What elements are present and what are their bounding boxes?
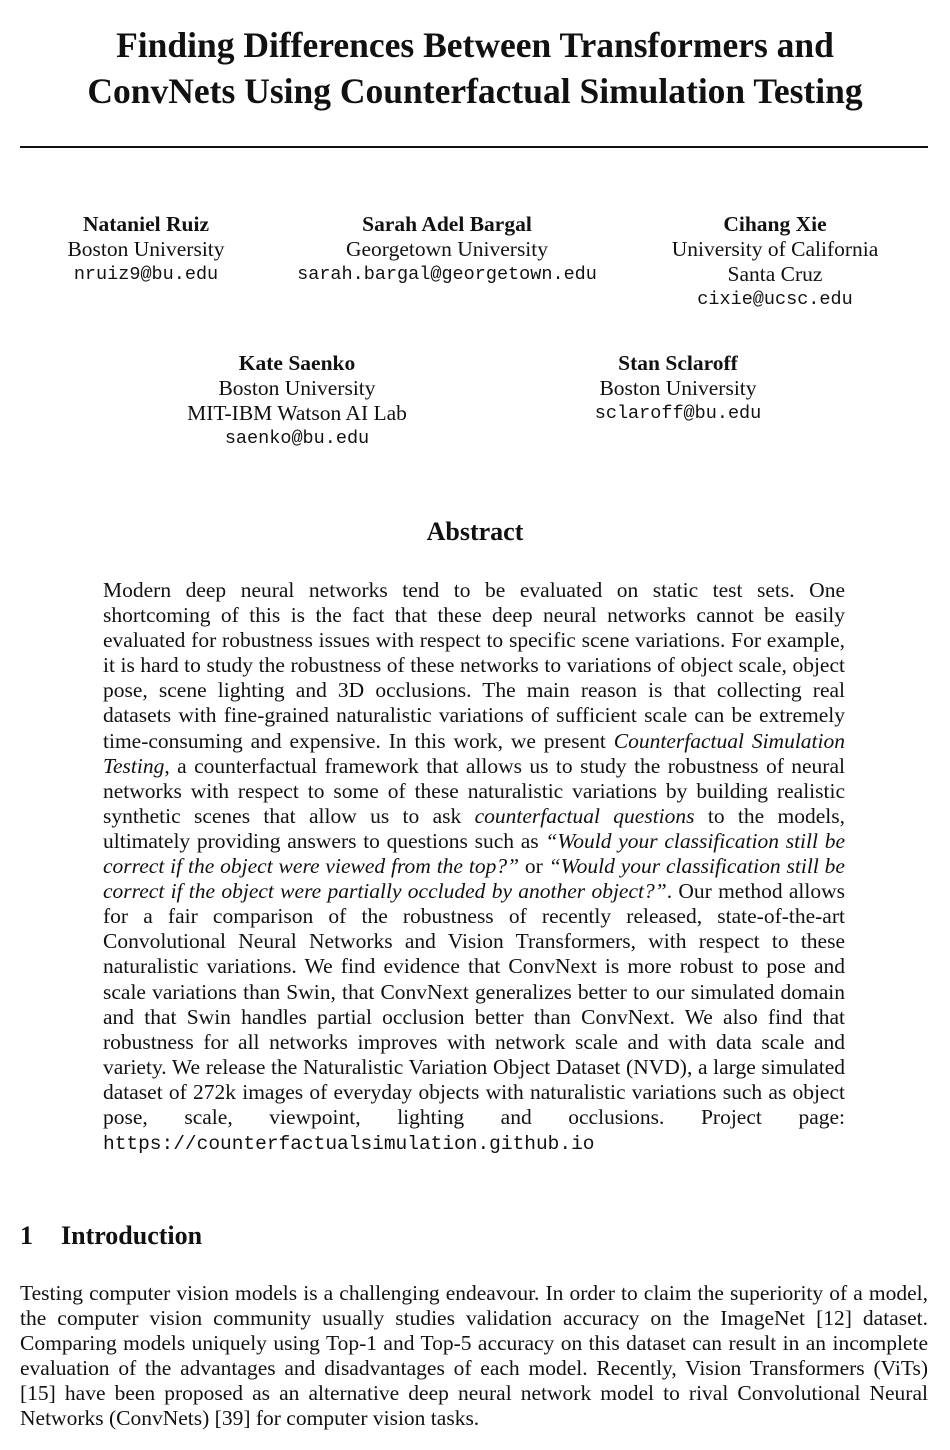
title-rule bbox=[20, 146, 928, 148]
section-heading bbox=[20, 1220, 202, 1252]
author-email[interactable]: sclaroff@bu.edu bbox=[594, 403, 762, 424]
author-email[interactable]: sarah.bargal@georgetown.edu bbox=[297, 264, 597, 285]
abstract-emphasis: “Would your classification still be correct if the object were viewed from the top?” bbox=[103, 828, 845, 879]
abstract-text: , a counterfactual framework that allows us to study the robustness of neural networks with respect to some of these naturalistic variations by building realistic synthetic scenes that allow us to ask bbox=[103, 753, 845, 828]
author-affiliation: University of California bbox=[671, 237, 879, 261]
author-name: Kate Saenko bbox=[238, 351, 356, 375]
author-block bbox=[652, 212, 898, 312]
author-block bbox=[46, 212, 246, 287]
introduction-paragraph: Testing computer vision models is a challenging endeavour. In order to claim the superiority of a model, the computer vision community usually studies validation accuracy on the ImageNet [12] dataset. Comparing models uniquely using Top-1 and Top-5 accuracy on this dataset can result in an incomplete evaluation of the advantages and disadvantages of each model. Recently, Vision Transformers (ViTs) [15] have been proposed as an alternative deep neural network model to rival Convolutional Neural Networks (ConvNets) [39] for computer vision tasks. bbox=[20, 1281, 928, 1431]
author-affiliation: Boston University bbox=[218, 376, 376, 400]
abstract-text: to the models, ultimately providing answers to questions such as bbox=[103, 803, 845, 853]
author-affiliation: Boston University bbox=[67, 237, 225, 261]
author-name: Cihang Xie bbox=[723, 212, 827, 236]
title-line-1: Finding Differences Between Transformers and bbox=[116, 25, 834, 65]
paper-title bbox=[0, 22, 950, 114]
author-block bbox=[272, 212, 622, 287]
author-affiliation: Boston University bbox=[599, 376, 757, 400]
section-number: 1 bbox=[20, 1221, 33, 1250]
author-affiliation: MIT-IBM Watson AI Lab bbox=[187, 401, 407, 425]
section-title: Introduction bbox=[61, 1221, 203, 1250]
author-affiliation: Georgetown University bbox=[345, 237, 549, 261]
author-email[interactable]: nruiz9@bu.edu bbox=[73, 264, 219, 285]
abstract-emphasis: Counterfactual Simulation Testing bbox=[103, 728, 845, 778]
author-name: Nataniel Ruiz bbox=[82, 212, 209, 236]
project-page-link[interactable]: https://counterfactualsimulation.github.io bbox=[103, 1133, 595, 1156]
abstract-text: or bbox=[519, 854, 549, 879]
title-line-2: ConvNets Using Counterfactual Simulation Testing bbox=[87, 71, 863, 111]
abstract-emphasis: counterfactual questions bbox=[474, 803, 695, 828]
abstract-body bbox=[103, 578, 845, 1157]
author-block bbox=[568, 351, 788, 426]
author-block bbox=[162, 351, 432, 451]
abstract-text: . Our method allows for a fair comparison of the robustness of recently released, state-of-the-art Convolutional Neural Networks and Vision Transformers, with respect to these naturalistic variations. We find evidence that ConvNext is more robust to pose and scale variations than Swin, that ConvNext generalizes better to our simulated domain and that Swin handles partial occlusion better than ConvNext. We also find that robustness for all networks improves with network scale and with data scale and variety. We release the Naturalistic Variation Object Dataset (NVD), a large simulated dataset of 272k images of everyday objects with naturalistic variations such as object pose, scale, viewpoint, lighting and occlusions. Project page: bbox=[103, 879, 845, 1129]
author-affiliation: Santa Cruz bbox=[727, 262, 823, 286]
abstract-emphasis: “Would your classification still be correct if the object were partially occluded by another object?” bbox=[103, 854, 845, 904]
author-email[interactable]: cixie@ucsc.edu bbox=[697, 289, 853, 310]
author-name: Stan Sclaroff bbox=[618, 351, 738, 375]
author-name: Sarah Adel Bargal bbox=[362, 212, 532, 236]
abstract-text: Modern deep neural networks tend to be evaluated on static test sets. One shortcoming of this is the fact that these deep neural networks cannot be easily evaluated for robustness issues with respect to specific scene variations. For example, it is hard to study the robustness of these networks to variations of object scale, object pose, scene lighting and 3D occlusions. The main reason is that collecting real datasets with fine-grained naturalistic variations of sufficient scale can be extremely time-consuming and expensive. In this work, we present bbox=[103, 578, 845, 753]
abstract-heading: Abstract bbox=[426, 517, 524, 546]
author-email[interactable]: saenko@bu.edu bbox=[224, 428, 370, 449]
